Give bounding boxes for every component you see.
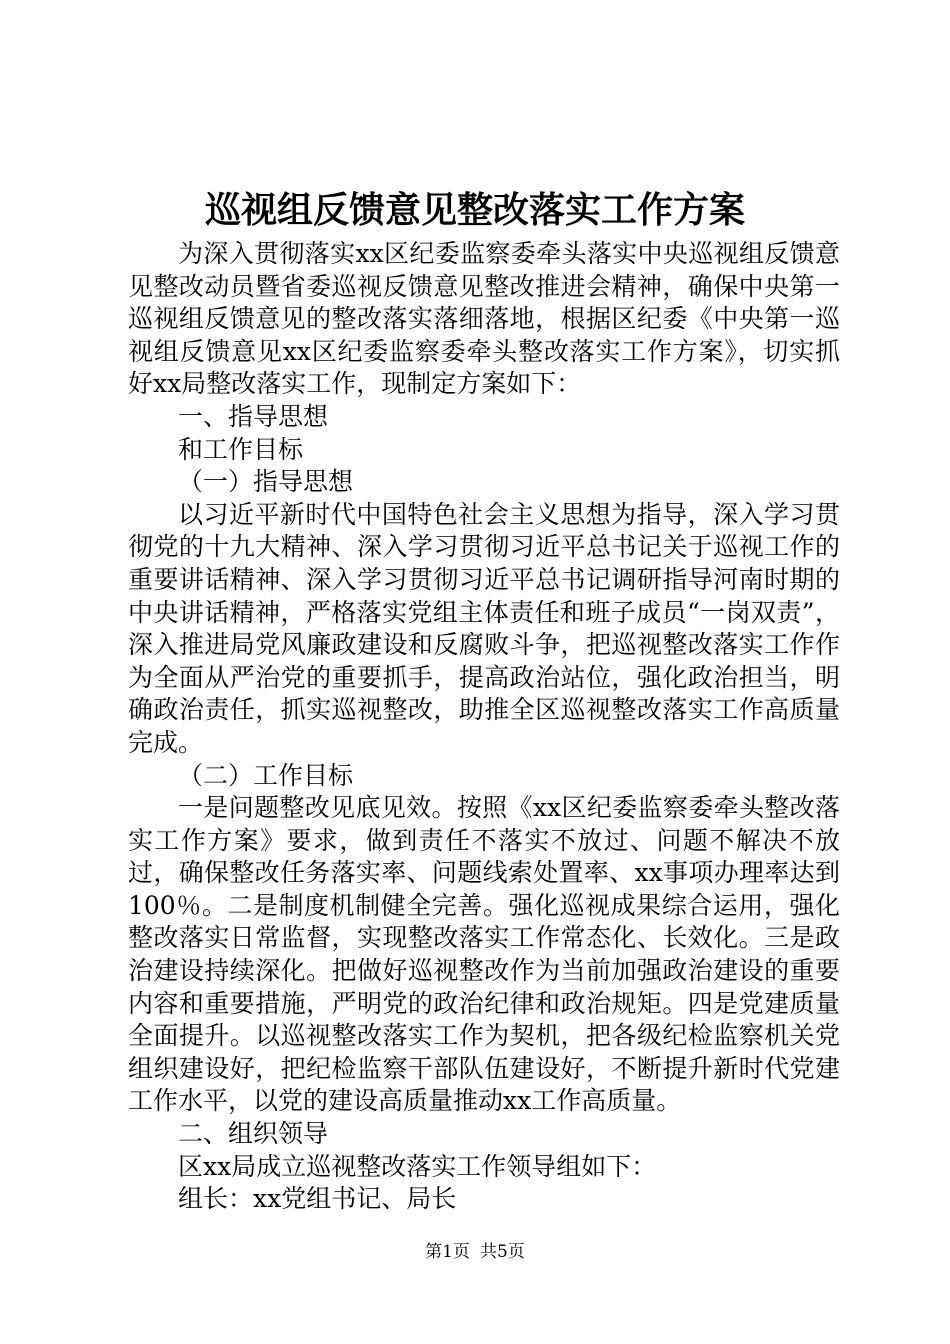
document-title: 巡视组反馈意见整改落实工作方案 xyxy=(204,189,745,231)
subheading-work-goals: （二）工作目标 xyxy=(178,760,354,790)
page-number: 第1页 xyxy=(425,1242,470,1262)
heading-work-goals: 和工作目标 xyxy=(178,434,304,464)
subheading-guiding-ideology: （一）指导思想 xyxy=(178,467,354,497)
page-count: 共5页 xyxy=(480,1242,525,1262)
paragraph-intro: 为深入贯彻落实xx区纪委监察委牵头落实中央巡视组反馈意见整改动员暨省委巡视反馈意见整改推进会精神，确保中央第一巡视组反馈意见的整改落实落细落地，根据区纪委《中央第一巡视组反馈意见xx区纪委监察委牵头整改落实工作方案》，切实抓好xx局整改落实工作，现制定方案如下： xyxy=(128,239,840,399)
paragraph-guiding-ideology: 以习近平新时代中国特色社会主义思想为指导，深入学习贯彻党的十九大精神、深入学习贯彻习近平总书记关于巡视工作的重要讲话精神、深入学习贯彻习近平总书记调研指导河南时期的中央讲话精神，严格落实党组主体责任和班子成员“一岗双责”，深入推进局党风廉政建设和反腐败斗争，把巡视整改落实工作作为全面从严治党的重要抓手，提高政治站位，强化政治担当，明确政治责任，抓实巡视整改，助推全区巡视整改落实工作高质量完成。 xyxy=(128,499,840,757)
document-body xyxy=(128,238,840,1216)
heading-guiding-ideology: 一、指导思想 xyxy=(178,401,329,431)
heading-organization: 二、组织领导 xyxy=(178,1119,329,1149)
paragraph-leading-group: 区xx局成立巡视整改落实工作领导组如下： xyxy=(178,1151,657,1181)
page-footer xyxy=(0,1240,950,1264)
paragraph-work-goals: 一是问题整改见底见效。按照《xx区纪委监察委牵头整改落实工作方案》要求，做到责任不落实不放过、问题不解决不放过，确保整改任务落实率、问题线索处置率、xx事项办理率达到100％。二是制度机制健全完善。强化巡视成果综合运用，强化整改落实日常监督，实现整改落实工作常态化、长效化。三是政治建设持续深化。把做好巡视整改作为当前加强政治建设的重要内容和重要措施，严明党的政治纪律和政治规矩。四是党建质量全面提升。以巡视整改落实工作为契机，把各级纪检监察机关党组织建设好，把纪检监察干部队伍建设好，不断提升新时代党建工作水平，以党的建设高质量推动xx工作高质量。 xyxy=(128,793,840,1116)
paragraph-group-leader: 组长：xx党组书记、局长 xyxy=(178,1184,457,1214)
